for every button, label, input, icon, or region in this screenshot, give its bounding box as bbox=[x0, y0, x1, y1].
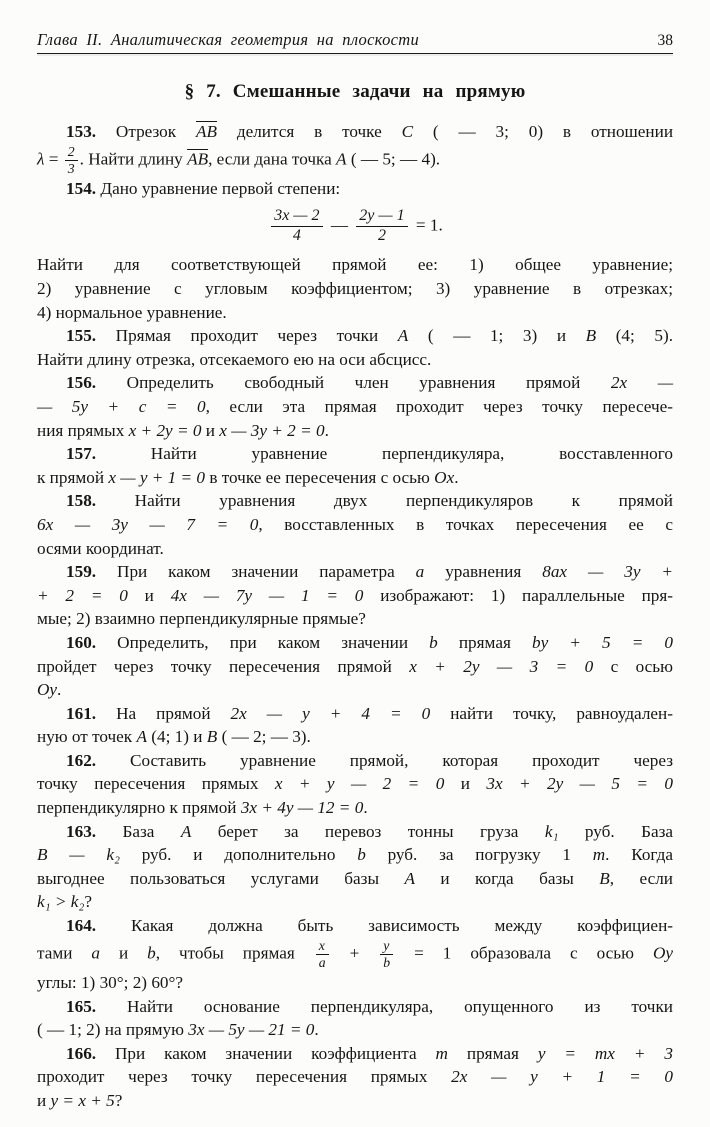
text-run: . bbox=[324, 420, 329, 440]
running-head bbox=[37, 0, 673, 50]
math-run: y = x + 5 bbox=[50, 1091, 115, 1111]
text-run: прямая bbox=[437, 632, 532, 652]
text-line bbox=[37, 277, 673, 301]
math-run: k₁ > k₂ bbox=[37, 892, 85, 912]
text-line bbox=[37, 995, 673, 1019]
text-run: Прямая проходит через точки bbox=[96, 326, 398, 346]
text-run: = 1. bbox=[411, 214, 443, 234]
text-run: выгоднее пользоваться услугами базы bbox=[37, 868, 405, 888]
math-run: m bbox=[435, 1043, 448, 1063]
text-line bbox=[37, 537, 673, 561]
text-run: Определить свободный член уравнения прямой bbox=[96, 373, 611, 393]
text-run: , восставленных в точках пересечения ее с bbox=[258, 514, 673, 534]
text-run: руб. за погрузку 1 bbox=[365, 845, 593, 865]
fraction-numerator: 3x — 2 bbox=[274, 206, 320, 224]
text-run: (4; 1) и bbox=[146, 727, 207, 747]
math-run: y = mx + 3 bbox=[537, 1043, 673, 1063]
math-run: a bbox=[415, 562, 425, 582]
problem-166 bbox=[37, 1042, 673, 1113]
math-run: x — 3y + 2 = 0 bbox=[219, 420, 325, 440]
text-line bbox=[37, 678, 673, 702]
text-run: . bbox=[454, 467, 459, 487]
text-line bbox=[37, 442, 673, 466]
chapter-title: Глава II. Аналитическая геометрия на плоскости bbox=[37, 30, 420, 49]
problem-164 bbox=[37, 914, 673, 995]
text-run: изображают: 1) параллельные пря- bbox=[363, 585, 674, 605]
math-run: B bbox=[585, 326, 597, 346]
text-run: = bbox=[44, 149, 63, 169]
text-run: При каком значении коэффициента bbox=[96, 1043, 436, 1063]
text-line bbox=[37, 584, 673, 608]
text-run: 4) нормальное уравнение. bbox=[37, 302, 227, 322]
problem-number: 161. bbox=[66, 703, 97, 723]
problem-153 bbox=[37, 120, 673, 177]
math-run: 2x — bbox=[610, 373, 673, 393]
text-line bbox=[37, 301, 673, 325]
text-run: ( — 1; 3) и bbox=[408, 326, 586, 346]
overline-segment-run: $\overline{AB}$ bbox=[196, 122, 217, 141]
problem-157 bbox=[37, 442, 673, 489]
problem-161 bbox=[37, 702, 673, 749]
text-line bbox=[37, 843, 673, 867]
math-run: B bbox=[599, 868, 610, 888]
text-run: ( — 5; — 4). bbox=[346, 149, 441, 169]
math-run: B bbox=[206, 727, 218, 747]
problem-number: 162. bbox=[66, 750, 97, 770]
math-run: Ox bbox=[434, 467, 455, 487]
text-run: уравнения bbox=[424, 562, 543, 582]
text-run: ? bbox=[114, 1091, 123, 1111]
text-run: . Когда bbox=[605, 845, 673, 865]
text-line bbox=[37, 702, 673, 726]
text-run: , если дана точка bbox=[208, 149, 337, 169]
math-run: λ bbox=[37, 149, 45, 169]
text-run: Отрезок bbox=[96, 122, 196, 141]
math-run: 3x + 4y — 12 = 0 bbox=[240, 798, 364, 818]
problem-number: 156. bbox=[66, 373, 97, 393]
text-run: (4; 5). bbox=[596, 326, 674, 346]
text-line bbox=[37, 324, 673, 348]
text-line bbox=[37, 867, 673, 891]
problem-155 bbox=[37, 324, 673, 371]
text-line bbox=[37, 631, 673, 655]
text-line bbox=[37, 796, 673, 820]
problem-number: 157. bbox=[66, 444, 97, 464]
math-run: x + y — 2 = 0 bbox=[274, 774, 445, 794]
problem-number: 160. bbox=[66, 632, 97, 652]
text-run: Найти для соответствующей прямой ее: 1) общее уравнение; bbox=[37, 255, 673, 275]
problem-number: 165. bbox=[66, 996, 97, 1016]
text-line bbox=[37, 1089, 673, 1113]
math-run: b bbox=[357, 845, 366, 865]
text-run: = 1 образовала с осью bbox=[395, 943, 653, 963]
math-run: 2x — y + 1 = 0 bbox=[451, 1067, 673, 1087]
text-line bbox=[37, 655, 673, 679]
fraction-numerator: 2 bbox=[67, 143, 75, 159]
text-line bbox=[37, 1018, 673, 1042]
text-line bbox=[37, 607, 673, 631]
math-run: A bbox=[397, 326, 409, 346]
text-line bbox=[37, 820, 673, 844]
text-run: и bbox=[127, 585, 171, 605]
fraction-numerator: x bbox=[318, 937, 325, 953]
problem-165 bbox=[37, 995, 673, 1042]
text-line bbox=[37, 144, 673, 177]
text-run: . bbox=[363, 798, 368, 818]
text-run: и когда базы bbox=[414, 868, 600, 888]
text-run: , чтобы прямая bbox=[155, 943, 314, 963]
text-run: Найти уравнение перпендикуляра, восставленного bbox=[96, 444, 673, 464]
fraction bbox=[316, 938, 329, 971]
text-run: Какая должна быть зависимость между коэффициен- bbox=[96, 916, 673, 936]
text-run: База bbox=[96, 821, 181, 841]
text-line bbox=[37, 725, 673, 749]
math-run: x + 2y = 0 bbox=[128, 420, 202, 440]
text-run: перпендикулярно к прямой bbox=[37, 798, 241, 818]
text-line bbox=[37, 419, 673, 443]
math-run: A bbox=[136, 727, 147, 747]
math-run: 4x — 7y — 1 = 0 bbox=[170, 585, 364, 605]
text-run: — bbox=[326, 214, 353, 234]
text-run: Определить, при каком значении bbox=[96, 632, 430, 652]
text-run: берет за перевоз тонны груза bbox=[191, 821, 545, 841]
math-run: A bbox=[180, 821, 192, 841]
math-run: a bbox=[91, 943, 100, 963]
text-line bbox=[37, 1065, 673, 1089]
display-formula bbox=[37, 201, 673, 254]
fraction-denominator: 2 bbox=[356, 226, 407, 246]
text-run: Найти уравнения двух перпендикуляров к прямой bbox=[96, 491, 673, 511]
math-run: 6x — 3y — 7 = 0 bbox=[37, 514, 259, 534]
math-run: C bbox=[401, 122, 414, 141]
math-run: 3x + 2y — 5 = 0 bbox=[486, 774, 673, 794]
problem-159 bbox=[37, 560, 673, 631]
math-run: b bbox=[429, 632, 438, 652]
problem-number: 153. bbox=[66, 122, 97, 141]
math-run: Oy bbox=[652, 943, 673, 963]
text-line bbox=[37, 1042, 673, 1066]
text-run: и bbox=[444, 774, 487, 794]
problem-158 bbox=[37, 489, 673, 560]
text-run: мые; 2) взаимно перпендикулярные прямые? bbox=[37, 609, 366, 629]
math-run: Oy bbox=[37, 680, 58, 700]
problem-160 bbox=[37, 631, 673, 702]
problem-163 bbox=[37, 820, 673, 914]
math-run: + 2 = 0 bbox=[37, 585, 128, 605]
text-run: ( — 1; 2) на прямую bbox=[37, 1020, 189, 1040]
text-run: На прямой bbox=[96, 703, 231, 723]
text-run: . Найти длину bbox=[79, 149, 188, 169]
math-run: A bbox=[404, 868, 415, 888]
math-run: 2x — y + 4 = 0 bbox=[230, 703, 431, 723]
fraction bbox=[356, 207, 407, 246]
problem-154 bbox=[37, 177, 673, 324]
text-run: ную от точек bbox=[37, 727, 137, 747]
math-run: 3x — 5y — 21 = 0 bbox=[188, 1020, 315, 1040]
text-run: При каком значении параметра bbox=[96, 562, 416, 582]
fraction-numerator: 2y — 1 bbox=[359, 206, 405, 224]
text-run: пройдет через точку пересечения прямой bbox=[37, 656, 410, 676]
math-run: b bbox=[147, 943, 156, 963]
header-rule bbox=[37, 53, 673, 54]
text-run: , если эта прямая проходит через точку пересече- bbox=[205, 396, 673, 416]
text-line bbox=[37, 177, 673, 201]
fraction bbox=[271, 207, 322, 246]
problem-number: 159. bbox=[66, 562, 97, 582]
text-run: Найти длину отрезка, отсекаемого ею на оси абсцисс. bbox=[37, 349, 432, 369]
text-run: в точке ее пересечения с осью bbox=[205, 467, 435, 487]
text-line bbox=[37, 348, 673, 372]
text-run: тами bbox=[37, 943, 92, 963]
text-line bbox=[37, 395, 673, 419]
fraction-denominator: 3 bbox=[65, 160, 78, 177]
fraction-denominator: a bbox=[316, 954, 329, 971]
math-run: B — k₂ bbox=[37, 845, 120, 865]
text-line bbox=[37, 938, 673, 971]
fraction-numerator: y bbox=[383, 937, 390, 953]
text-line bbox=[37, 772, 673, 796]
text-line bbox=[37, 513, 673, 537]
text-run: , если bbox=[609, 868, 674, 888]
text-run: с осью bbox=[593, 656, 673, 676]
text-run: ( — 2; — 3). bbox=[217, 727, 311, 747]
problem-number: 158. bbox=[66, 491, 97, 511]
math-run: k₁ bbox=[544, 821, 559, 841]
text-run: прямая bbox=[447, 1043, 538, 1063]
text-run: + bbox=[330, 943, 379, 963]
text-line bbox=[37, 971, 673, 995]
text-run: проходит через точку пересечения прямых bbox=[37, 1067, 452, 1087]
text-run: к прямой bbox=[37, 467, 109, 487]
text-line bbox=[37, 749, 673, 773]
text-run: . bbox=[314, 1020, 319, 1040]
problem-156 bbox=[37, 371, 673, 442]
math-run: A bbox=[336, 149, 347, 169]
problem-number: 164. bbox=[66, 916, 97, 936]
text-run: руб. и дополнительно bbox=[119, 845, 358, 865]
math-run: т bbox=[592, 845, 606, 865]
text-run: ( — 3; 0) в отношении bbox=[413, 122, 674, 141]
math-run: x + 2y — 3 = 0 bbox=[409, 656, 594, 676]
text-line bbox=[37, 560, 673, 584]
text-line bbox=[37, 489, 673, 513]
problem-number: 163. bbox=[66, 821, 97, 841]
text-run: и bbox=[37, 1091, 51, 1111]
text-run: углы: 1) 30°; 2) 60°? bbox=[37, 973, 184, 993]
text-run: Найти основание перпендикуляра, опущенного из точки bbox=[96, 996, 673, 1016]
text-run: осями координат. bbox=[37, 538, 164, 558]
text-run: и bbox=[201, 420, 220, 440]
text-run: Составить уравнение прямой, которая проходит через bbox=[96, 750, 673, 770]
text-line bbox=[37, 120, 673, 144]
math-run: 8ax — 3y + bbox=[542, 562, 674, 582]
section-title: § 7. Смешанные задачи на прямую bbox=[184, 81, 526, 102]
fraction-denominator: b bbox=[380, 954, 393, 971]
text-run: руб. База bbox=[558, 821, 674, 841]
fraction-denominator: 4 bbox=[271, 226, 322, 246]
text-run: и bbox=[100, 943, 148, 963]
text-line bbox=[37, 253, 673, 277]
text-line bbox=[37, 466, 673, 490]
math-run: x — y + 1 = 0 bbox=[108, 467, 206, 487]
text-run: делится в точке bbox=[217, 122, 402, 141]
text-run: точку пересечения прямых bbox=[37, 774, 275, 794]
text-line bbox=[37, 914, 673, 938]
problem-number: 155. bbox=[66, 326, 97, 346]
problem-number: 166. bbox=[66, 1043, 97, 1063]
math-run: by + 5 = 0 bbox=[531, 632, 674, 652]
problem-number: 154. bbox=[66, 179, 97, 199]
math-run: — 5y + c = 0 bbox=[37, 396, 206, 416]
fraction bbox=[380, 938, 393, 971]
fraction bbox=[65, 144, 78, 177]
text-run: . bbox=[57, 680, 62, 700]
text-run: ? bbox=[84, 892, 93, 912]
text-line bbox=[37, 890, 673, 914]
text-run: ния прямых bbox=[37, 420, 129, 440]
text-line bbox=[37, 371, 673, 395]
text-run: Дано уравнение первой степени: bbox=[96, 179, 341, 199]
problem-162 bbox=[37, 749, 673, 820]
page-number: 38 bbox=[657, 32, 673, 49]
text-run: найти точку, равноудален- bbox=[430, 703, 673, 723]
text-run: 2) уравнение с угловым коэффициентом; 3) уравнение в отрезках; bbox=[37, 279, 673, 298]
overline-segment-run: $\overline{AB}$ bbox=[187, 149, 209, 169]
problems-list bbox=[37, 120, 673, 1113]
